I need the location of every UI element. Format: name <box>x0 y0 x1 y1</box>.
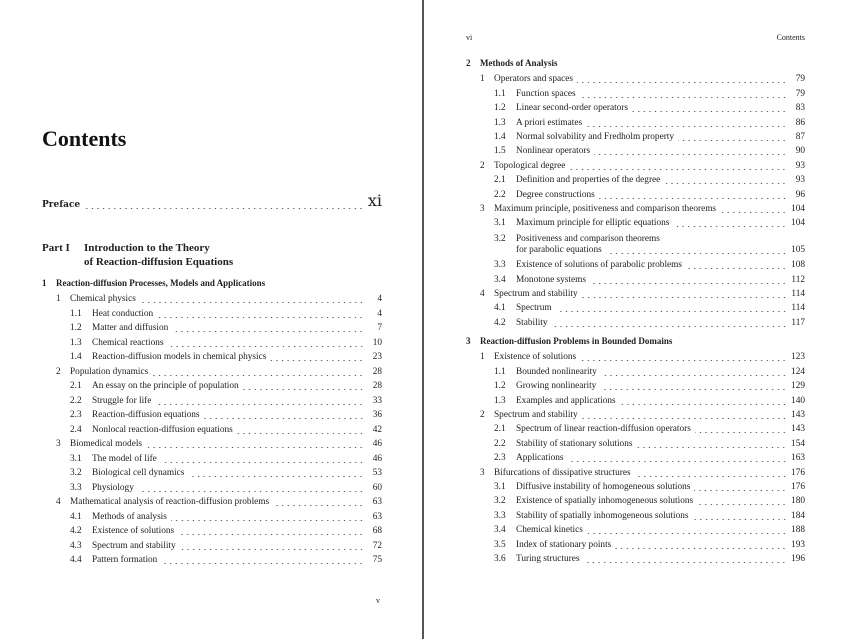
entry-title: Spectrum and stability <box>494 289 578 299</box>
dot-leader <box>615 540 787 550</box>
toc-entry[interactable] <box>480 72 805 84</box>
entry-title: Pattern formation <box>92 555 158 565</box>
entry-number: 2.2 <box>494 189 506 200</box>
entry-page: 114 <box>791 303 805 314</box>
entry-number: 1.2 <box>70 323 82 333</box>
entry-number: 4.1 <box>494 303 506 314</box>
entry-number: 1.5 <box>494 146 506 157</box>
entry-page: 193 <box>791 539 805 550</box>
entry-number: 2.4 <box>70 424 82 435</box>
toc-entry[interactable] <box>56 437 382 449</box>
entry-title: Degree constructions <box>516 189 595 200</box>
entry-page: 63 <box>372 497 382 507</box>
dot-leader <box>694 482 787 492</box>
entry-number: 3.3 <box>494 260 506 271</box>
entry-number: 3.3 <box>494 510 506 521</box>
dot-leader <box>583 554 787 564</box>
dot-leader <box>587 525 787 535</box>
entry-page: 93 <box>795 160 805 171</box>
chapter-title: Reaction-diffusion Problems in Bounded Domains <box>480 336 673 346</box>
dot-leader <box>273 497 364 507</box>
chapter-number: 2 <box>466 58 471 68</box>
dot-leader <box>678 132 787 142</box>
toc-entry[interactable] <box>480 202 805 214</box>
entry-page: 4 <box>377 308 382 319</box>
dot-leader <box>152 367 364 377</box>
entry-number: 3.5 <box>494 539 506 550</box>
toc-entry[interactable] <box>494 130 805 142</box>
entry-title: Spectrum <box>516 303 552 314</box>
entry-page: 140 <box>791 395 805 406</box>
toc-entry[interactable] <box>480 466 805 478</box>
entry-page: 176 <box>791 467 805 478</box>
entry-page: 46 <box>372 439 382 449</box>
entry-title: Reaction-diffusion models in chemical physics <box>92 352 267 362</box>
toc-entry[interactable] <box>494 365 805 377</box>
toc-entry[interactable] <box>56 292 382 304</box>
entry-page: 188 <box>791 525 805 536</box>
dot-leader <box>636 439 787 449</box>
entry-title: Matter and diffusion <box>92 323 169 333</box>
running-head: Contents <box>776 33 805 42</box>
entry-title: Diffusive instability of homogeneous solutions <box>516 482 691 492</box>
toc-entry[interactable] <box>494 301 805 313</box>
entry-title: Applications <box>516 453 564 464</box>
dot-leader <box>168 338 364 348</box>
chapter-title: Methods of Analysis <box>480 58 558 68</box>
dot-leader <box>599 190 787 200</box>
entry-title: Spectrum and stability <box>494 410 578 420</box>
entry-number: 2.3 <box>70 410 82 420</box>
toc-entry[interactable] <box>494 243 805 255</box>
chapter-heading[interactable] <box>466 336 672 346</box>
entry-title: Nonlinear operators <box>516 146 591 157</box>
dot-leader <box>270 352 364 362</box>
toc-entry[interactable] <box>494 552 805 564</box>
entry-page: 112 <box>791 274 805 285</box>
entry-page: 196 <box>791 554 805 564</box>
chapter-number: 1 <box>42 278 47 288</box>
dot-leader <box>582 410 787 420</box>
page-number: v <box>376 596 380 605</box>
entry-title: Turing structures <box>516 554 580 564</box>
entry-number: 1.3 <box>70 337 82 348</box>
toc-entry[interactable] <box>494 144 805 156</box>
toc-entry[interactable] <box>494 379 805 391</box>
toc-entry[interactable] <box>70 307 382 319</box>
entry-page: 7 <box>377 323 382 333</box>
toc-entry[interactable] <box>494 422 805 434</box>
entry-number: 3 <box>480 467 485 478</box>
entry-page: 143 <box>791 424 805 435</box>
toc-entry[interactable] <box>494 87 805 99</box>
entry-title: Definition and properties of the degree <box>516 175 661 186</box>
entry-number: 3.6 <box>494 554 506 564</box>
dot-leader <box>155 396 364 406</box>
entry-number: 2.3 <box>494 453 506 464</box>
dot-leader <box>180 541 364 551</box>
left-page <box>0 0 422 639</box>
entry-page: 180 <box>791 496 805 507</box>
toc-entry[interactable] <box>70 423 382 435</box>
part-title-line1: Introduction to the Theory <box>84 242 210 254</box>
dot-leader <box>146 439 364 449</box>
toc-entry[interactable] <box>480 159 805 171</box>
entry-number: 1.1 <box>70 308 82 319</box>
entry-title: Spectrum of linear reaction-diffusion operators <box>516 424 691 435</box>
dot-leader <box>686 260 787 270</box>
entry-title: Stability <box>516 317 548 328</box>
entry-page: 72 <box>372 540 382 551</box>
entry-number: 4.2 <box>494 317 506 328</box>
entry-title: Bifurcations of dissipative structures <box>494 467 631 478</box>
toc-entry[interactable] <box>494 216 805 228</box>
entry-number: 4.3 <box>70 540 82 551</box>
dot-leader <box>569 161 787 171</box>
entry-number: 2 <box>56 366 61 377</box>
toc-entry[interactable] <box>70 539 382 551</box>
dot-leader <box>606 245 787 255</box>
preface-label: Preface <box>42 200 81 210</box>
entry-number: 3.4 <box>494 274 506 285</box>
entry-page: 60 <box>372 482 382 493</box>
entry-page: 83 <box>795 103 805 114</box>
chapter-heading[interactable] <box>42 278 265 288</box>
entry-page: 36 <box>372 410 382 420</box>
toc-entry[interactable] <box>494 509 805 521</box>
entry-number: 3.2 <box>494 234 506 245</box>
entry-page: 23 <box>372 352 382 362</box>
entry-page: 176 <box>791 482 805 492</box>
dot-leader <box>243 381 364 391</box>
entry-title: Existence of solutions <box>92 526 175 536</box>
entry-page: 96 <box>795 189 805 200</box>
entry-page: 68 <box>372 526 382 536</box>
dot-leader <box>237 425 364 435</box>
toc-entry[interactable] <box>494 188 805 200</box>
entry-title: Growing nonlinearity <box>516 381 597 392</box>
entry-page: 63 <box>372 511 382 522</box>
toc-entry[interactable] <box>70 350 382 362</box>
entry-title: Spectrum and stability <box>92 540 176 551</box>
toc-entry[interactable] <box>56 365 382 377</box>
entry-page: 10 <box>372 337 382 348</box>
dot-leader <box>586 118 787 128</box>
dot-leader <box>204 410 365 420</box>
dot-leader <box>664 175 787 185</box>
toc-entry[interactable] <box>70 452 382 464</box>
entry-page: 4 <box>377 294 382 304</box>
toc-entry-preface[interactable] <box>42 191 382 210</box>
toc-entry[interactable] <box>494 451 805 463</box>
entry-number: 3 <box>56 439 61 449</box>
entry-number: 2.1 <box>70 381 82 391</box>
dot-leader <box>157 309 364 319</box>
entry-title: Biomedical models <box>70 439 143 449</box>
entry-number: 4 <box>480 289 485 299</box>
part-number: Part I <box>42 242 70 254</box>
dot-leader <box>171 512 364 522</box>
toc-entry[interactable] <box>494 273 805 285</box>
entry-number: 1 <box>56 294 61 304</box>
dot-leader <box>635 468 787 478</box>
dot-leader <box>601 367 787 377</box>
part-title-line2: of Reaction-diffusion Equations <box>84 256 234 268</box>
entry-number: 3.1 <box>494 482 506 492</box>
dot-leader <box>580 89 787 99</box>
entry-page: 53 <box>372 468 382 478</box>
entry-title: Mathematical analysis of reaction-diffusion problems <box>70 497 270 507</box>
entry-title: for parabolic equations <box>516 245 602 256</box>
entry-title: The model of life <box>92 453 157 464</box>
entry-number: 2.2 <box>70 395 82 406</box>
toc-entry[interactable] <box>494 523 805 535</box>
toc-entry[interactable] <box>494 116 805 128</box>
dot-leader <box>140 294 364 304</box>
entry-title: Existence of solutions <box>494 352 577 363</box>
entry-page: 86 <box>795 117 805 128</box>
dot-leader <box>582 289 787 299</box>
entry-page: 104 <box>791 204 805 214</box>
entry-page: 28 <box>372 366 382 377</box>
dot-leader <box>188 468 364 478</box>
entry-title: Normal solvability and Fredholm property <box>516 132 675 142</box>
entry-title: Examples and applications <box>516 395 616 406</box>
toc-entry[interactable] <box>480 408 805 420</box>
entry-number: 3 <box>480 204 485 214</box>
entry-page: 105 <box>791 245 805 256</box>
dot-leader <box>594 146 787 156</box>
chapter-heading[interactable] <box>466 58 558 68</box>
entry-page: 117 <box>791 317 805 328</box>
entry-page: 184 <box>791 510 805 521</box>
entry-number: 4.1 <box>70 511 82 522</box>
toc-entry[interactable] <box>494 258 805 270</box>
entry-number: 2 <box>480 160 485 171</box>
entry-number: 3.2 <box>70 468 82 478</box>
toc-entry[interactable] <box>494 538 805 550</box>
entry-number: 2.1 <box>494 424 506 435</box>
entry-number: 3.2 <box>494 496 506 507</box>
entry-number: 4.2 <box>70 526 82 536</box>
entry-title: Chemical kinetics <box>516 525 583 536</box>
toc-entry[interactable] <box>480 350 805 362</box>
entry-title: Stability of spatially inhomogeneous solutions <box>516 510 689 521</box>
dot-leader <box>720 204 787 214</box>
entry-page: 90 <box>795 146 805 157</box>
entry-number: 4.4 <box>70 555 82 565</box>
toc-entry[interactable] <box>494 494 805 506</box>
dot-leader <box>556 303 787 313</box>
entry-number: 3.1 <box>494 218 506 229</box>
entry-page: 46 <box>372 453 382 464</box>
dot-leader <box>172 323 364 333</box>
entry-page: 93 <box>795 175 805 186</box>
entry-title: Index of stationary points <box>516 539 612 550</box>
toc-entry[interactable] <box>70 336 382 348</box>
entry-number: 1.4 <box>70 352 82 362</box>
contents-title: Contents <box>42 126 127 151</box>
toc-entry[interactable] <box>494 173 805 185</box>
toc-entry[interactable] <box>70 379 382 391</box>
toc-entry[interactable] <box>70 321 382 333</box>
entry-page: 104 <box>791 218 805 229</box>
entry-number: 3.4 <box>494 525 506 536</box>
entry-page: 42 <box>372 424 382 435</box>
dot-leader <box>673 218 787 228</box>
dot-leader <box>580 352 787 362</box>
entry-page: 143 <box>791 410 805 420</box>
toc-entry[interactable] <box>494 394 805 406</box>
dot-leader <box>84 200 364 210</box>
toc-entry[interactable] <box>70 510 382 522</box>
entry-number: 1.2 <box>494 381 506 392</box>
entry-page: 163 <box>791 453 805 464</box>
entry-page: 79 <box>795 74 805 85</box>
dot-leader <box>600 381 787 391</box>
part-heading <box>42 241 233 269</box>
entry-title: Function spaces <box>516 88 576 99</box>
entry-page: 124 <box>791 366 805 377</box>
entry-number: 2.1 <box>494 175 506 186</box>
entry-title: Methods of analysis <box>92 511 167 522</box>
entry-number: 3.1 <box>70 453 82 464</box>
entry-title: Monotone systems <box>516 274 586 285</box>
entry-number: 1.3 <box>494 117 506 128</box>
entry-number: 4 <box>56 497 61 507</box>
entry-number: 1 <box>480 352 485 363</box>
entry-number: 1.1 <box>494 88 506 99</box>
entry-page: 154 <box>791 438 805 449</box>
entry-title: Nonlocal reaction-diffusion equations <box>92 424 233 435</box>
dot-leader <box>178 526 364 536</box>
toc-entry[interactable] <box>70 466 382 478</box>
entry-page: 114 <box>791 289 805 299</box>
toc-entry[interactable] <box>70 394 382 406</box>
entry-number: 2.2 <box>494 438 506 449</box>
entry-number: 1.2 <box>494 103 506 114</box>
dot-leader <box>568 453 787 463</box>
toc-entry[interactable] <box>56 495 382 507</box>
entry-title: Existence of spatially inhomogeneous solutions <box>516 496 694 507</box>
entry-number: 1.4 <box>494 132 506 142</box>
dot-leader <box>620 396 787 406</box>
entry-title: Existence of solutions of parabolic problems <box>516 260 683 271</box>
entry-title: Maximum principle for elliptic equations <box>516 218 670 229</box>
entry-title: Operators and spaces <box>494 74 573 85</box>
entry-number: 2 <box>480 410 485 420</box>
dot-leader <box>161 454 364 464</box>
dot-leader <box>590 275 787 285</box>
entry-title: Heat conduction <box>92 308 154 319</box>
entry-page: 129 <box>791 381 805 392</box>
entry-title: Reaction-diffusion equations <box>92 410 200 420</box>
entry-title: Positiveness and comparison theorems <box>516 234 660 245</box>
entry-number: 1.1 <box>494 366 506 377</box>
entry-title: Stability of stationary solutions <box>516 438 633 449</box>
entry-page: 87 <box>795 132 805 142</box>
entry-page: 75 <box>372 555 382 565</box>
chapter-title: Reaction-diffusion Processes, Models and Applications <box>56 278 266 288</box>
entry-title: Physiology <box>92 482 134 493</box>
entry-title: An essay on the principle of population <box>92 381 239 391</box>
entry-title: Chemical reactions <box>92 337 164 348</box>
entry-title: Population dynamics <box>70 366 149 377</box>
entry-page: 33 <box>372 395 382 406</box>
entry-title: Linear second-order operators <box>516 103 629 114</box>
entry-page: 79 <box>795 88 805 99</box>
entry-page: 123 <box>791 352 805 363</box>
dot-leader <box>138 483 364 493</box>
entry-page: 108 <box>791 260 805 271</box>
chapter-number: 3 <box>466 336 471 346</box>
toc-entry[interactable] <box>480 287 805 299</box>
dot-leader <box>577 74 787 84</box>
dot-leader <box>693 511 787 521</box>
dot-leader <box>552 318 787 328</box>
toc-entry[interactable] <box>494 316 805 328</box>
entry-number: 3.3 <box>70 482 82 493</box>
entry-title: Topological degree <box>494 160 566 171</box>
entry-title: Struggle for life <box>92 395 152 406</box>
dot-leader <box>632 103 787 113</box>
entry-number: 1 <box>480 74 485 85</box>
entry-page: 28 <box>372 381 382 391</box>
toc-entry[interactable] <box>70 553 382 565</box>
right-page <box>424 0 846 639</box>
toc-entry[interactable] <box>494 437 805 449</box>
dot-leader <box>697 496 787 506</box>
toc-entry[interactable] <box>494 480 805 492</box>
entry-title: Bounded nonlinearity <box>516 366 597 377</box>
toc-entry[interactable] <box>70 408 382 420</box>
dot-leader <box>161 555 364 565</box>
toc-entry[interactable] <box>70 481 382 493</box>
toc-entry[interactable] <box>494 101 805 113</box>
entry-title: A priori estimates <box>516 117 583 128</box>
page-number: vi <box>466 33 473 42</box>
toc-entry[interactable] <box>70 524 382 536</box>
entry-number: 1.3 <box>494 395 506 406</box>
entry-title: Biological cell dynamics <box>92 468 185 478</box>
entry-title: Maximum principle, positiveness and comparison theorems <box>494 204 717 214</box>
preface-page: xi <box>367 191 382 210</box>
entry-title: Chemical physics <box>70 294 136 304</box>
dot-leader <box>695 424 787 434</box>
